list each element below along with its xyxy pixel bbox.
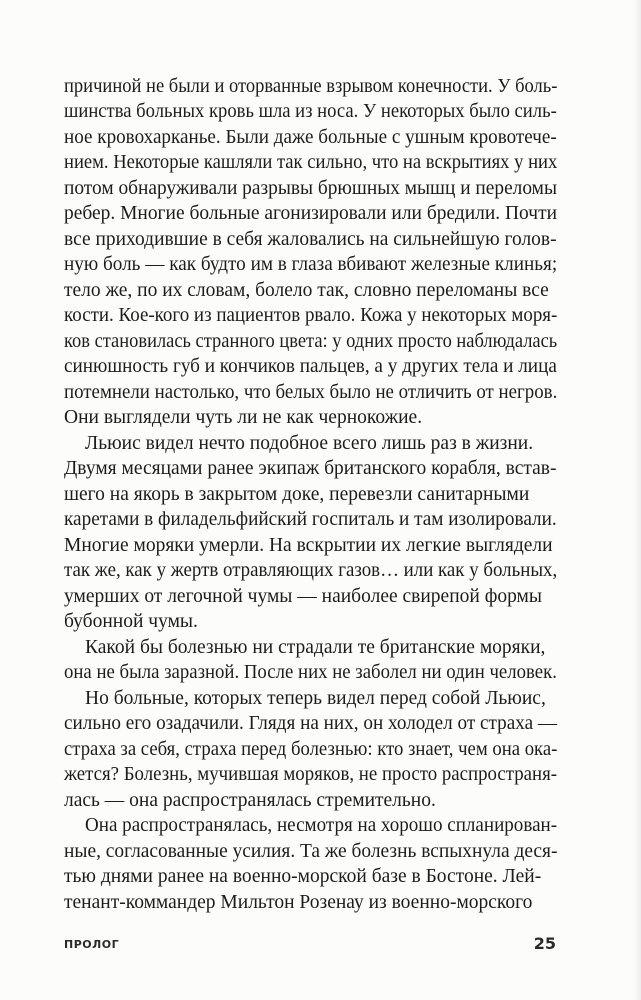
text-line: Они выглядели чуть ли не как чернокожие. [64, 407, 423, 429]
text-line: ные, согласованные усилия. Та же болезнь вспыхнула деся- [64, 840, 558, 862]
text-line: синюшность губ и кончиков пальцев, а у других тела и лица [64, 356, 557, 378]
page-number: 25 [533, 934, 556, 953]
text-line: страха за себя, страха перед болезнью: кто знает, чем она ока- [64, 738, 558, 760]
text-line: ребер. Многие больные агонизировали или бредили. Почти [64, 203, 557, 225]
text-line: каретами в филадельфийский госпиталь и там изолировали. [64, 509, 557, 531]
text-line: ное кровохарканье. Были даже больные с ушным кровотече- [64, 126, 557, 148]
text-line: умерших от легочной чумы — наиболее свирепой формы [64, 585, 542, 607]
text-line: Но больные, которых теперь видел перед собой Льюис, [85, 687, 546, 709]
text-line: шинства больных кровь шла из носа. У некоторых было силь- [64, 101, 557, 123]
text-line: лась — она распространялась стремительно. [64, 789, 436, 811]
text-line: Льюис видел нечто подобное всего лишь раз в жизни. [85, 432, 534, 454]
text-line: кости. Кое-кого из пациентов рвало. Кожа у некоторых моря- [64, 305, 558, 327]
text-line: ков становилась странного цвета: у одних просто наблюдалась [64, 330, 558, 352]
text-line: она не была заразной. После них не заболел ни один человек. [64, 662, 557, 684]
text-line: потом обнаруживали разрывы брюшных мышц и переломы [64, 177, 557, 199]
text-line: тело же, по их словам, болело так, словно переломаны все [64, 279, 549, 301]
running-footer-section: ПРОЛОГ [64, 938, 120, 951]
text-line: тью днями ранее на военно-морской базе в Бостоне. Лей- [64, 866, 542, 888]
text-line: потемнели настолько, что белых было не отличить от негров. [64, 381, 558, 403]
text-line: Она распространялась, несмотря на хорошо спланирован- [85, 815, 558, 837]
text-line: жется? Болезнь, мучившая моряков, не просто распространя- [64, 764, 558, 786]
text-line: шего на якорь в закрытом доке, перевезли санитарными [64, 483, 530, 505]
text-line: причиной не были и оторванные взрывом конечности. У боль- [64, 76, 558, 97]
text-line: Двумя месяцами ранее экипаж британского корабля, встав- [64, 458, 557, 480]
text-line: так же, как у жертв отравляющих газов… или как у больных, [64, 560, 558, 582]
text-line: все приходившие в себя жаловались на сильнейшую голов- [64, 228, 557, 250]
text-line: нием. Некоторые кашляли так сильно, что на вскрытиях у них [64, 152, 558, 174]
text-line: сильно его озадачили. Глядя на них, он холодел от страха — [64, 713, 558, 735]
text-line: бубонной чумы. [64, 611, 198, 633]
text-line: тенант-коммандер Мильтон Розенау из военно-морского [64, 891, 533, 913]
text-line: Какой бы болезнью ни страдали те британские моряки, [85, 636, 546, 658]
page-edge-shadow [633, 0, 641, 1000]
text-line: ную боль — как будто им в глаза вбивают железные клинья; [64, 254, 558, 276]
text-line: Многие моряки умерли. На вскрытии их легкие выглядели [64, 534, 553, 556]
